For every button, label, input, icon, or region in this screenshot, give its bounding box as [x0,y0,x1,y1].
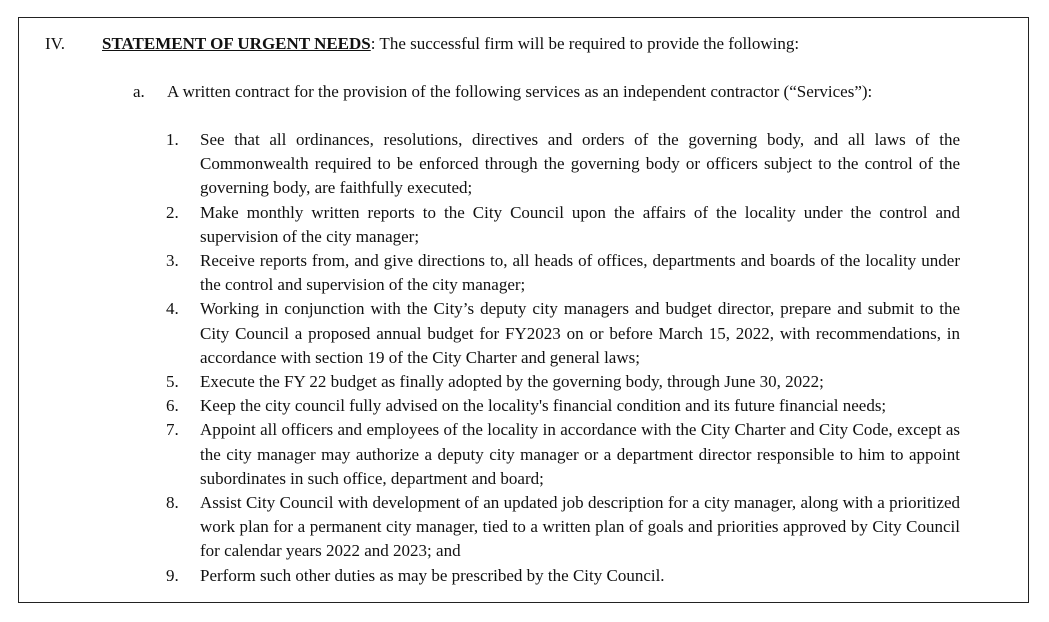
section-number: IV. [45,34,65,53]
list-item-text: Perform such other duties as may be prescribed by the City Council. [200,565,665,585]
list-item-text: Appoint all officers and employees of the locality in accordance with the City Charter and City Code, except as the city manager may authorize a deputy city manager or a department director responsible to him to appoint subordinates in such office, department and board; [200,420,960,488]
list-item-number: 5. [166,372,179,392]
list-item [166,201,960,249]
section-title: STATEMENT OF URGENT NEEDS [102,34,371,53]
services-list [166,128,960,588]
list-item-number: 9. [166,565,179,585]
section-heading-text [102,32,799,56]
list-item-text: Keep the city council fully advised on the locality's financial condition and its future financial needs; [200,396,887,416]
list-item-text: See that all ordinances, resolutions, directives and orders of the governing body, and all laws of the Commonwealth required to be enforced through the governing body or officers subject to the control of the governing body, are faithfully executed; [200,130,960,198]
list-item-text: Execute the FY 22 budget as finally adopted by the governing body, through June 30, 2022; [200,372,824,392]
list-item-number: 6. [166,396,179,416]
list-item [166,491,960,564]
list-item-number: 7. [166,420,179,440]
list-item-number: 1. [166,130,179,149]
subsection-text: A written contract for the provision of the following services as an independent contractor (“Services”): [167,82,873,101]
section-intro: : The successful firm will be required to provide the following: [370,34,800,53]
list-item [166,394,960,418]
list-item-text: Make monthly written reports to the City Council upon the affairs of the locality under the control and supervision of the city manager; [200,202,960,246]
list-item [166,297,960,370]
list-item [166,249,960,297]
list-item-text: Working in conjunction with the City’s deputy city managers and budget director, prepare and submit to the City Council a proposed annual budget for FY2023 on or before March 15, 2022, with recommendations, in accordance with section 19 of the City Charter and general laws; [200,299,960,367]
list-item-text: Receive reports from, and give directions to, all heads of offices, departments and boards of the locality under the control and supervision of the city manager; [200,251,960,295]
list-item-number: 4. [166,299,179,319]
list-item-text: Assist City Council with development of an updated job description for a city manager, along with a prioritized work plan for a permanent city manager, tied to a written plan of goals and priorities approved by City Council for calendar years 2022 and 2023; and [200,493,960,561]
list-item [166,564,960,588]
list-item [166,128,960,201]
list-item-number: 2. [166,202,179,222]
list-item-number: 8. [166,493,179,513]
list-item-number: 3. [166,251,179,271]
subsection-letter: a. [133,82,145,101]
list-item [166,370,960,394]
list-item [166,418,960,491]
